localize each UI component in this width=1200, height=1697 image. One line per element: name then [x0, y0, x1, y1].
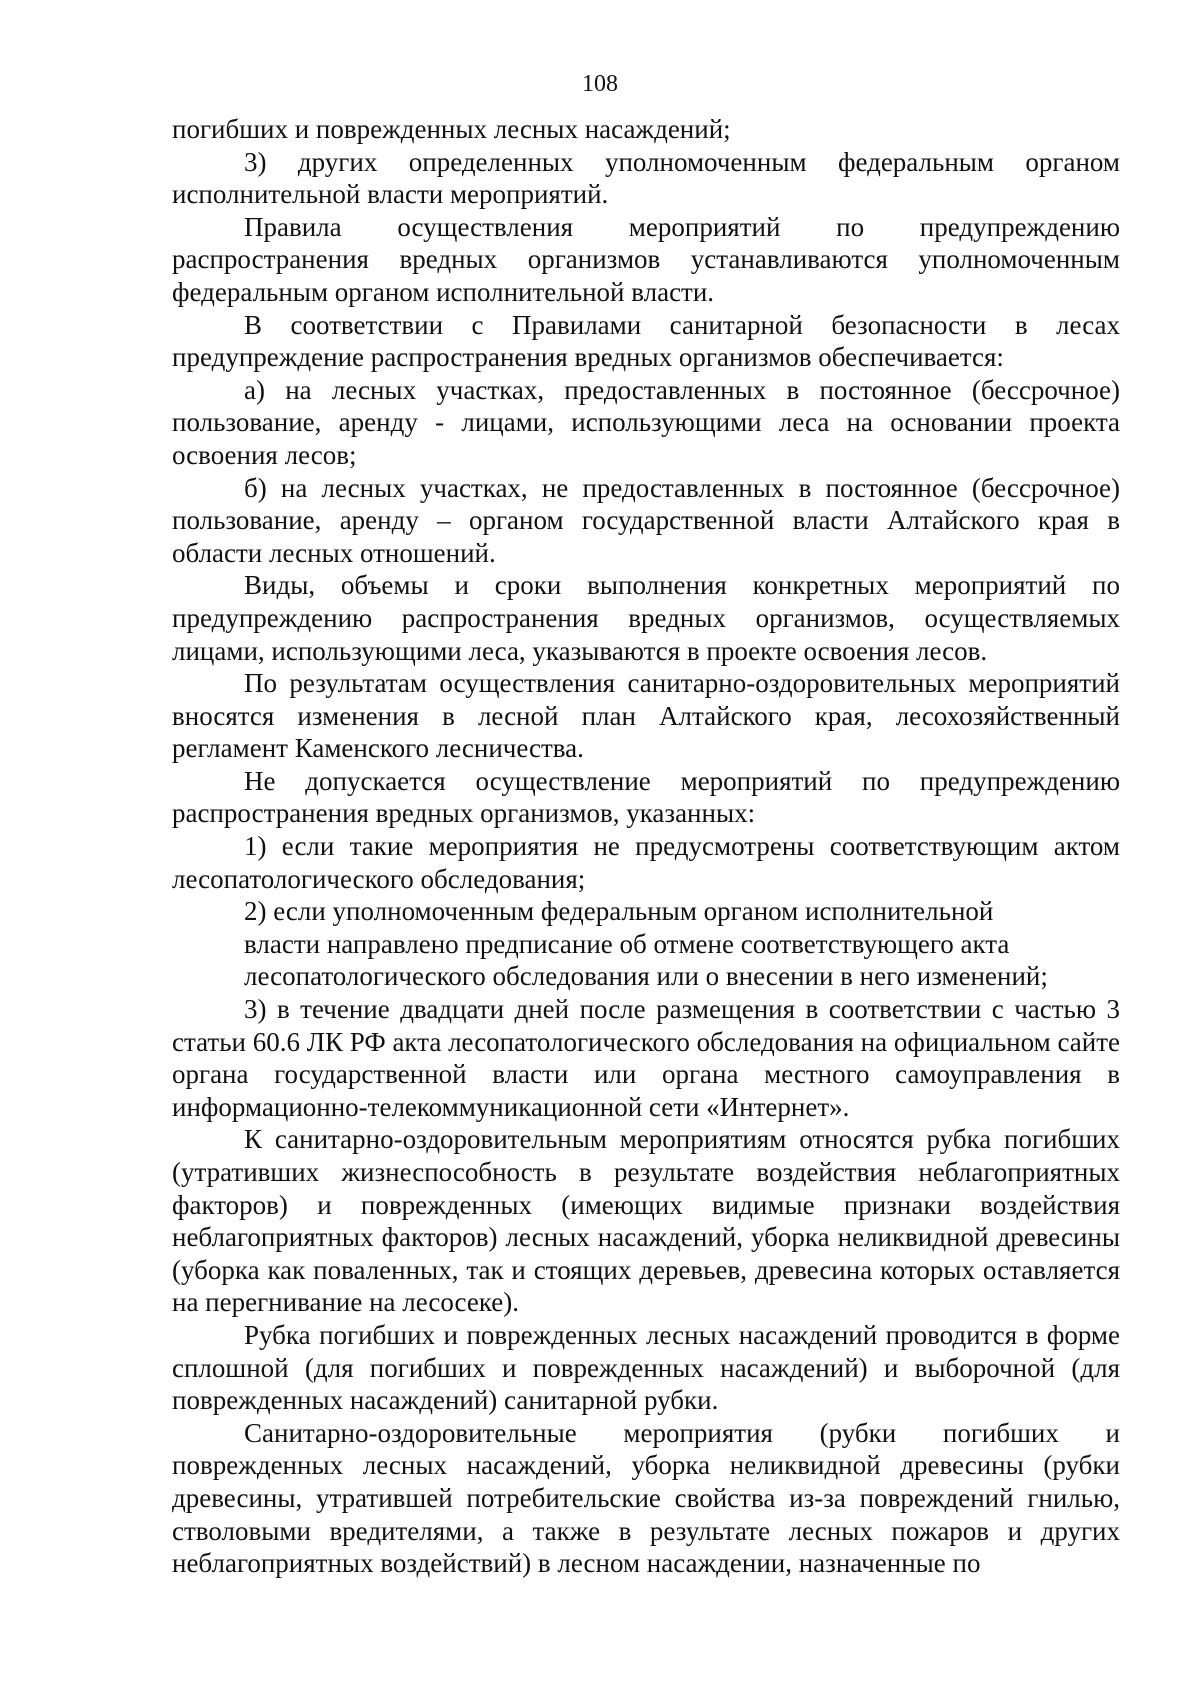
paragraph: Санитарно-оздоровительные мероприятия (рубки погибших и поврежденных лесных насаждений, уборка неликвидной древесины (рубки древесины, утратившей потребительские свойства из-за повреждений гнилью, стволовыми вредителями, а также в результате лесных пожаров и других неблагоприятных воздействий) в лесном насаждении, назначенные по: [172, 1417, 1120, 1579]
paragraph: погибших и поврежденных лесных насаждений;: [172, 114, 731, 144]
paragraph-line: лесопатологического обследования или о внесении в него изменений;: [244, 961, 1048, 992]
paragraph: [172, 895, 1120, 993]
paragraph: 3) других определенных уполномоченным федеральным органом исполнительной власти мероприятий.: [172, 146, 1120, 210]
paragraph: а) на лесных участках, предоставленных в постоянное (бессрочное) пользование, аренду - лицами, использующими леса на основании проекта освоения лесов;: [172, 374, 1120, 470]
paragraph: 1) если такие мероприятия не предусмотрены соответствующим актом лесопатологического обследования;: [172, 831, 1120, 894]
document-body: [172, 113, 1120, 1580]
paragraph: Не допускается осуществление мероприятий по предупреждению распространения вредных организмов, указанных:: [172, 765, 1120, 829]
paragraph: Правила осуществления мероприятий по предупреждению распространения вредных организмов устанавливаются уполномоченным федеральным органом исполнительной власти.: [172, 211, 1120, 307]
page-number: 108: [582, 71, 618, 97]
paragraph: По результатам осуществления санитарно-оздоровительных мероприятий вносятся изменения в лесной план Алтайского края, лесохозяйственный регламент Каменского лесничества.: [172, 668, 1120, 764]
paragraph: Виды, объемы и сроки выполнения конкретных мероприятий по предупреждению распространения вредных организмов, осуществляемых лицами, использующими леса, указываются в проекте освоения лесов.: [172, 570, 1120, 666]
paragraph-line: 2) если уполномоченным федеральным органом исполнительной: [244, 896, 994, 927]
paragraph: Рубка погибших и поврежденных лесных насаждений проводится в форме сплошной (для погибших и поврежденных насаждений) и выборочной (для поврежденных насаждений) санитарной рубки.: [172, 1319, 1120, 1416]
paragraph: 3) в течение двадцати дней после размещения в соответствии с частью 3 статьи 60.6 ЛК РФ акта лесопатологического обследования на официальном сайте органа государственной власти или органа местного самоуправления в информационно-телекоммуникационной сети «Интернет».: [172, 994, 1120, 1122]
paragraph: К санитарно-оздоровительным мероприятиям относятся рубка погибших (утративших жизнеспособность в результате воздействия неблагоприятных факторов) и поврежденных (имеющих видимые признаки воздействия неблагоприятных факторов) лесных насаждений, уборка неликвидной древесины (уборка как поваленных, так и стоящих деревьев, древесина которых оставляется на перегнивание на лесосеке).: [172, 1124, 1120, 1318]
paragraph-line: власти направлено предписание об отмене соответствующего акта: [244, 928, 1010, 959]
paragraph: В соответствии с Правилами санитарной безопасности в лесах предупреждение распространения вредных организмов обеспечивается:: [172, 309, 1120, 373]
paragraph: б) на лесных участках, не предоставленных в постоянное (бессрочное) пользование, аренду – органом государственной власти Алтайского края в области лесных отношений.: [172, 472, 1120, 568]
